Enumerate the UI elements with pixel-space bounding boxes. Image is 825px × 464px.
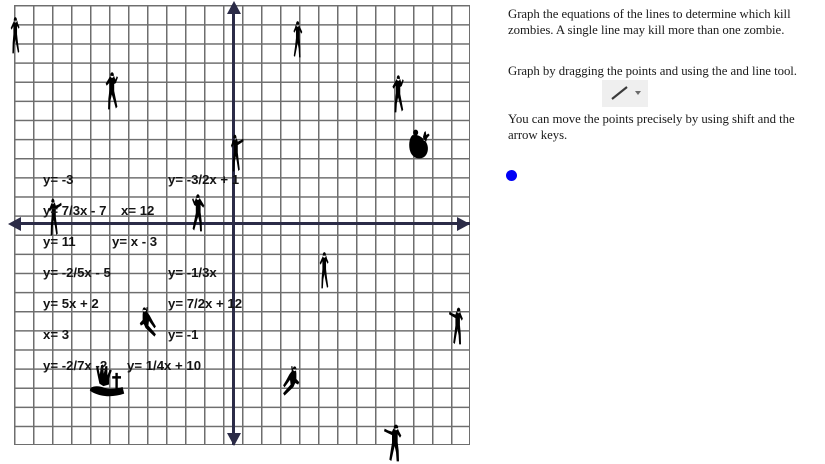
equation-right: y= -3/2x + 1 (168, 172, 240, 187)
zombie-walker-4-icon (390, 73, 412, 115)
equation-list (43, 172, 319, 389)
equation-left: y= -3 (43, 172, 74, 187)
zombie-walker-3-icon (283, 18, 305, 60)
zombie-walker-9-icon (317, 249, 339, 291)
equation-left: x= 3 (43, 327, 70, 342)
equation-left: y= 5x + 2 (43, 296, 99, 311)
equation-right: y= -1 (168, 327, 199, 342)
equation-left: y= -2/7x -2 (43, 358, 108, 373)
equation-left: y= 7/3x - 7 (43, 203, 107, 218)
x-axis-left-arrow-icon (8, 217, 21, 231)
x-axis-right-arrow-icon (457, 217, 470, 231)
zombie-crawler-6-icon (407, 128, 437, 166)
equation-right: y= x - 3 (112, 234, 158, 249)
instruction-paragraph-3: You can move the points precisely by using shift and the arrow keys. (508, 112, 795, 142)
equation-right: y= 7/2x + 12 (168, 296, 243, 311)
equation-row (43, 172, 319, 203)
equation-row (43, 234, 319, 265)
zombie-lurcher-5-icon (229, 132, 251, 174)
y-axis-down-arrow-icon (227, 433, 241, 446)
zombie-reacher-14-icon (374, 422, 404, 464)
equation-row (43, 265, 319, 296)
zombie-walker-1-icon (8, 14, 30, 56)
zombie-reacher-10-icon (441, 305, 465, 347)
instruction-paragraph-2: Graph by dragging the points and using the and line tool. (508, 64, 797, 78)
equation-row (43, 296, 319, 327)
instructions-panel (506, 0, 825, 464)
y-axis-up-arrow-icon (227, 1, 241, 14)
equation-right: x= 12 (121, 203, 155, 218)
equation-row (43, 203, 319, 234)
equation-left: y= -2/5x - 5 (43, 265, 111, 280)
equation-row (43, 327, 319, 358)
line-tool-icon (602, 80, 648, 107)
equation-right: y= 1/4x + 10 (127, 358, 202, 373)
equation-row (43, 358, 319, 389)
bullet-point-marker (506, 170, 517, 181)
line-tool-button[interactable] (602, 80, 648, 107)
instruction-paragraph-1: Graph the equations of the lines to determine which kill zombies. A single line may kill more than one zombie. (508, 7, 791, 37)
zombie-walker-2-icon (103, 70, 127, 112)
equation-right: y= -1/3x (168, 265, 217, 280)
equation-left: y= 11 (43, 234, 76, 249)
